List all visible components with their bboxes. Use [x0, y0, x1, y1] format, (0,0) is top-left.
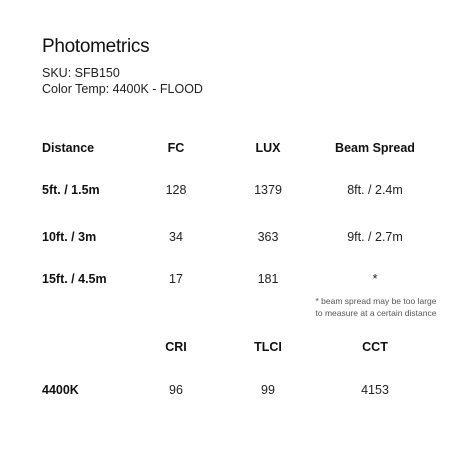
table-row [0, 272, 460, 290]
beam-spread-cell: * [372, 272, 378, 286]
sku-text: SKU: SFB150 [42, 66, 120, 80]
tlci-cell: 99 [261, 383, 275, 397]
distance-cell: 10ft. / 3m [42, 230, 97, 244]
cri-cell: 96 [169, 383, 183, 397]
header-distance: Distance [42, 141, 95, 155]
table-row [0, 383, 460, 401]
table-row [0, 230, 460, 248]
color-table-header [0, 340, 460, 358]
color-temp-text: Color Temp: 4400K - FLOOD [42, 82, 203, 96]
cct-cell: 4153 [361, 383, 389, 397]
beam-spread-cell: 8ft. / 2.4m [347, 183, 403, 197]
lux-cell: 1379 [254, 183, 282, 197]
fc-cell: 128 [165, 183, 187, 197]
fc-cell: 17 [169, 272, 183, 286]
fc-cell: 34 [169, 230, 183, 244]
lux-cell: 181 [257, 272, 279, 286]
color-temp-cell: 4400K [42, 383, 79, 397]
footnote-line-1: * beam spread may be too large [315, 296, 437, 306]
distance-cell: 5ft. / 1.5m [42, 183, 100, 197]
header-fc: FC [167, 141, 185, 155]
beam-spread-cell: 9ft. / 2.7m [347, 230, 403, 244]
header-beam-spread: Beam Spread [335, 141, 415, 155]
distance-cell: 15ft. / 4.5m [42, 272, 107, 286]
lux-cell: 363 [257, 230, 279, 244]
header-lux: LUX [255, 141, 281, 155]
header-cri: CRI [165, 340, 187, 354]
table-row [0, 183, 460, 201]
page-title: Photometrics [42, 36, 150, 57]
header-tlci: TLCI [254, 340, 282, 354]
header-cct: CCT [362, 340, 388, 354]
photometric-table-header [0, 141, 460, 159]
beam-spread-footnote [316, 296, 437, 319]
footnote-line-2: to measure at a certain distance [315, 307, 437, 318]
